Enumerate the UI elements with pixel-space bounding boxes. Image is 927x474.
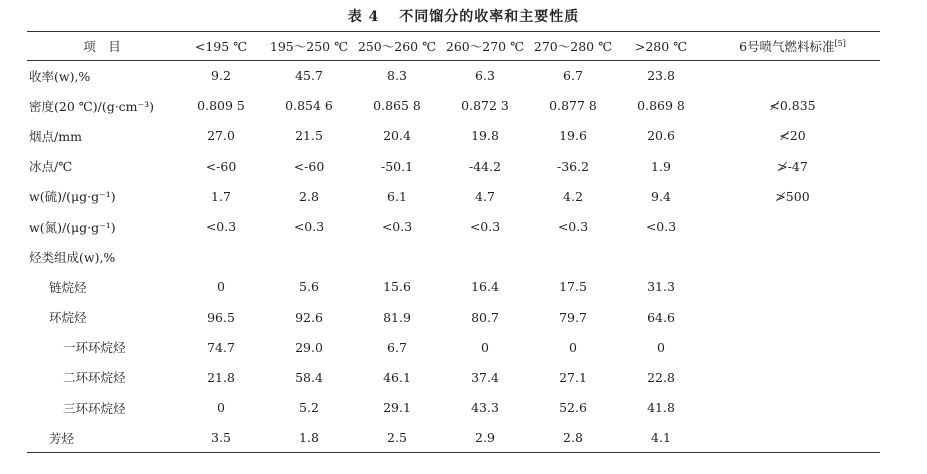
table-row xyxy=(27,61,880,91)
value-cell: 80.7 xyxy=(471,309,499,325)
value-cell: 29.1 xyxy=(383,400,411,416)
standard-cell xyxy=(705,302,880,332)
value-cell: 0 xyxy=(481,339,489,355)
value-cell: 5.2 xyxy=(299,400,319,416)
value-cell: 43.3 xyxy=(471,400,499,416)
value-cell: 0 xyxy=(569,339,577,355)
table-row xyxy=(27,362,880,392)
standard-cell: ≮20 xyxy=(779,128,806,144)
standard-cell xyxy=(705,242,880,272)
row-label: 收率(w),% xyxy=(29,68,91,84)
value-cell: 2.8 xyxy=(299,188,319,204)
value-cell: 4.7 xyxy=(475,188,495,204)
header-fraction: 270～280 ℃ xyxy=(529,32,617,61)
value-cell: -36.2 xyxy=(556,158,590,174)
table-row xyxy=(27,332,880,362)
value-cell: 37.4 xyxy=(471,369,499,385)
header-fraction: 250～260 ℃ xyxy=(353,32,441,61)
standard-cell xyxy=(705,272,880,302)
row-label: w(氮)/(μg·g⁻¹) xyxy=(29,219,116,235)
table-row xyxy=(27,423,880,453)
value-cell: 6.3 xyxy=(475,68,495,84)
standard-cell xyxy=(705,61,880,91)
value-cell: 20.6 xyxy=(647,128,675,144)
row-label: w(硫)/(μg·g⁻¹) xyxy=(29,189,116,205)
table-row xyxy=(27,181,880,211)
table-caption xyxy=(0,6,927,26)
value-cell: 17.5 xyxy=(559,279,587,295)
header-item: 项 目 xyxy=(27,32,177,61)
value-cell xyxy=(265,242,353,272)
value-cell: 81.9 xyxy=(383,309,411,325)
value-cell: 45.7 xyxy=(295,68,323,84)
row-label: 烟点/mm xyxy=(29,128,82,144)
value-cell: -44.2 xyxy=(468,158,502,174)
value-cell: 2.8 xyxy=(529,423,617,453)
value-cell xyxy=(441,242,529,272)
standard-cell: ≮0.835 xyxy=(769,98,816,114)
standard-cell xyxy=(705,332,880,362)
value-cell: 21.8 xyxy=(207,369,235,385)
value-cell: 1.8 xyxy=(265,423,353,453)
value-cell: 20.4 xyxy=(383,128,411,144)
value-cell: -50.1 xyxy=(380,158,414,174)
value-cell: 2.9 xyxy=(441,423,529,453)
value-cell: 41.8 xyxy=(647,400,675,416)
row-label: 二环环烷烃 xyxy=(63,370,126,386)
table-row xyxy=(27,211,880,241)
table-row xyxy=(27,272,880,302)
value-cell: 19.8 xyxy=(471,128,499,144)
value-cell: 0 xyxy=(217,279,225,295)
value-cell: 0.877 8 xyxy=(549,98,597,114)
value-cell: 29.0 xyxy=(295,339,323,355)
value-cell: 0.872 3 xyxy=(461,98,509,114)
header-standard xyxy=(705,32,880,61)
value-cell: 0.854 6 xyxy=(285,98,333,114)
value-cell: 0 xyxy=(217,400,225,416)
table-row xyxy=(27,151,880,181)
header-fraction: >280 ℃ xyxy=(617,32,705,61)
table-row xyxy=(27,121,880,151)
header-fraction: 195～250 ℃ xyxy=(265,32,353,61)
value-cell: 96.5 xyxy=(207,309,235,325)
standard-cell: ≯500 xyxy=(775,188,810,204)
value-cell: <0.3 xyxy=(381,219,413,235)
standard-cell xyxy=(705,393,880,423)
value-cell: 6.7 xyxy=(563,68,583,84)
standard-cell xyxy=(705,362,880,392)
value-cell: 22.8 xyxy=(647,369,675,385)
value-cell: 74.7 xyxy=(207,339,235,355)
value-cell: 52.6 xyxy=(559,400,587,416)
value-cell: <0.3 xyxy=(293,219,325,235)
value-cell: 8.3 xyxy=(387,68,407,84)
value-cell: 27.0 xyxy=(207,128,235,144)
value-cell: 6.7 xyxy=(387,339,407,355)
value-cell: <-60 xyxy=(293,158,325,174)
value-cell: <0.3 xyxy=(645,219,677,235)
value-cell: 9.4 xyxy=(651,188,671,204)
value-cell: <0.3 xyxy=(205,219,237,235)
table-row xyxy=(27,91,880,121)
row-label: 环烷烃 xyxy=(49,310,87,326)
table-row xyxy=(27,242,880,272)
header-standard-label: 6号喷气燃料标准 xyxy=(739,39,835,54)
value-cell: 15.6 xyxy=(383,279,411,295)
value-cell: 27.1 xyxy=(559,369,587,385)
row-label: 三环环烷烃 xyxy=(63,400,126,416)
value-cell: 1.9 xyxy=(651,158,671,174)
reference-mark: [5] xyxy=(834,38,846,48)
value-cell: 0.865 8 xyxy=(373,98,421,114)
value-cell: 58.4 xyxy=(295,369,323,385)
standard-cell: ≯-47 xyxy=(777,158,808,174)
header-fraction: <195 ℃ xyxy=(177,32,265,61)
table-title: 不同馏分的收率和主要性质 xyxy=(399,9,580,25)
value-cell xyxy=(617,242,705,272)
row-label: 冰点/℃ xyxy=(29,159,73,175)
value-cell: 64.6 xyxy=(647,309,675,325)
value-cell: 6.1 xyxy=(387,188,407,204)
value-cell: 9.2 xyxy=(211,68,231,84)
value-cell: 5.6 xyxy=(299,279,319,295)
value-cell: 46.1 xyxy=(383,369,411,385)
table-row xyxy=(27,393,880,423)
value-cell: <0.3 xyxy=(557,219,589,235)
value-cell: 23.8 xyxy=(647,68,675,84)
value-cell: 0.869 8 xyxy=(637,98,685,114)
value-cell: <0.3 xyxy=(469,219,501,235)
value-cell xyxy=(529,242,617,272)
row-label: 密度(20 ℃)/(g·cm⁻³) xyxy=(29,98,155,114)
row-label: 一环环烷烃 xyxy=(63,340,126,356)
table-row xyxy=(27,302,880,332)
table-number: 表 4 xyxy=(347,9,380,25)
row-label: 链烷烃 xyxy=(49,279,87,295)
value-cell: <-60 xyxy=(205,158,237,174)
header-fraction: 260～270 ℃ xyxy=(441,32,529,61)
value-cell: 0 xyxy=(657,339,665,355)
standard-cell xyxy=(705,423,880,453)
value-cell: 79.7 xyxy=(559,309,587,325)
value-cell: 4.2 xyxy=(563,188,583,204)
value-cell: 92.6 xyxy=(295,309,323,325)
properties-table xyxy=(27,31,880,453)
value-cell: 1.7 xyxy=(211,188,231,204)
standard-cell xyxy=(705,211,880,241)
value-cell: 31.3 xyxy=(647,279,675,295)
value-cell: 3.5 xyxy=(177,423,265,453)
value-cell: 16.4 xyxy=(471,279,499,295)
value-cell: 2.5 xyxy=(353,423,441,453)
value-cell xyxy=(177,242,265,272)
value-cell xyxy=(353,242,441,272)
row-label: 芳烃 xyxy=(27,423,177,453)
value-cell: 4.1 xyxy=(617,423,705,453)
row-label: 烃类组成(w),% xyxy=(29,249,116,265)
header-row xyxy=(27,32,880,61)
value-cell: 21.5 xyxy=(295,128,323,144)
value-cell: 0.809 5 xyxy=(197,98,245,114)
value-cell: 19.6 xyxy=(559,128,587,144)
